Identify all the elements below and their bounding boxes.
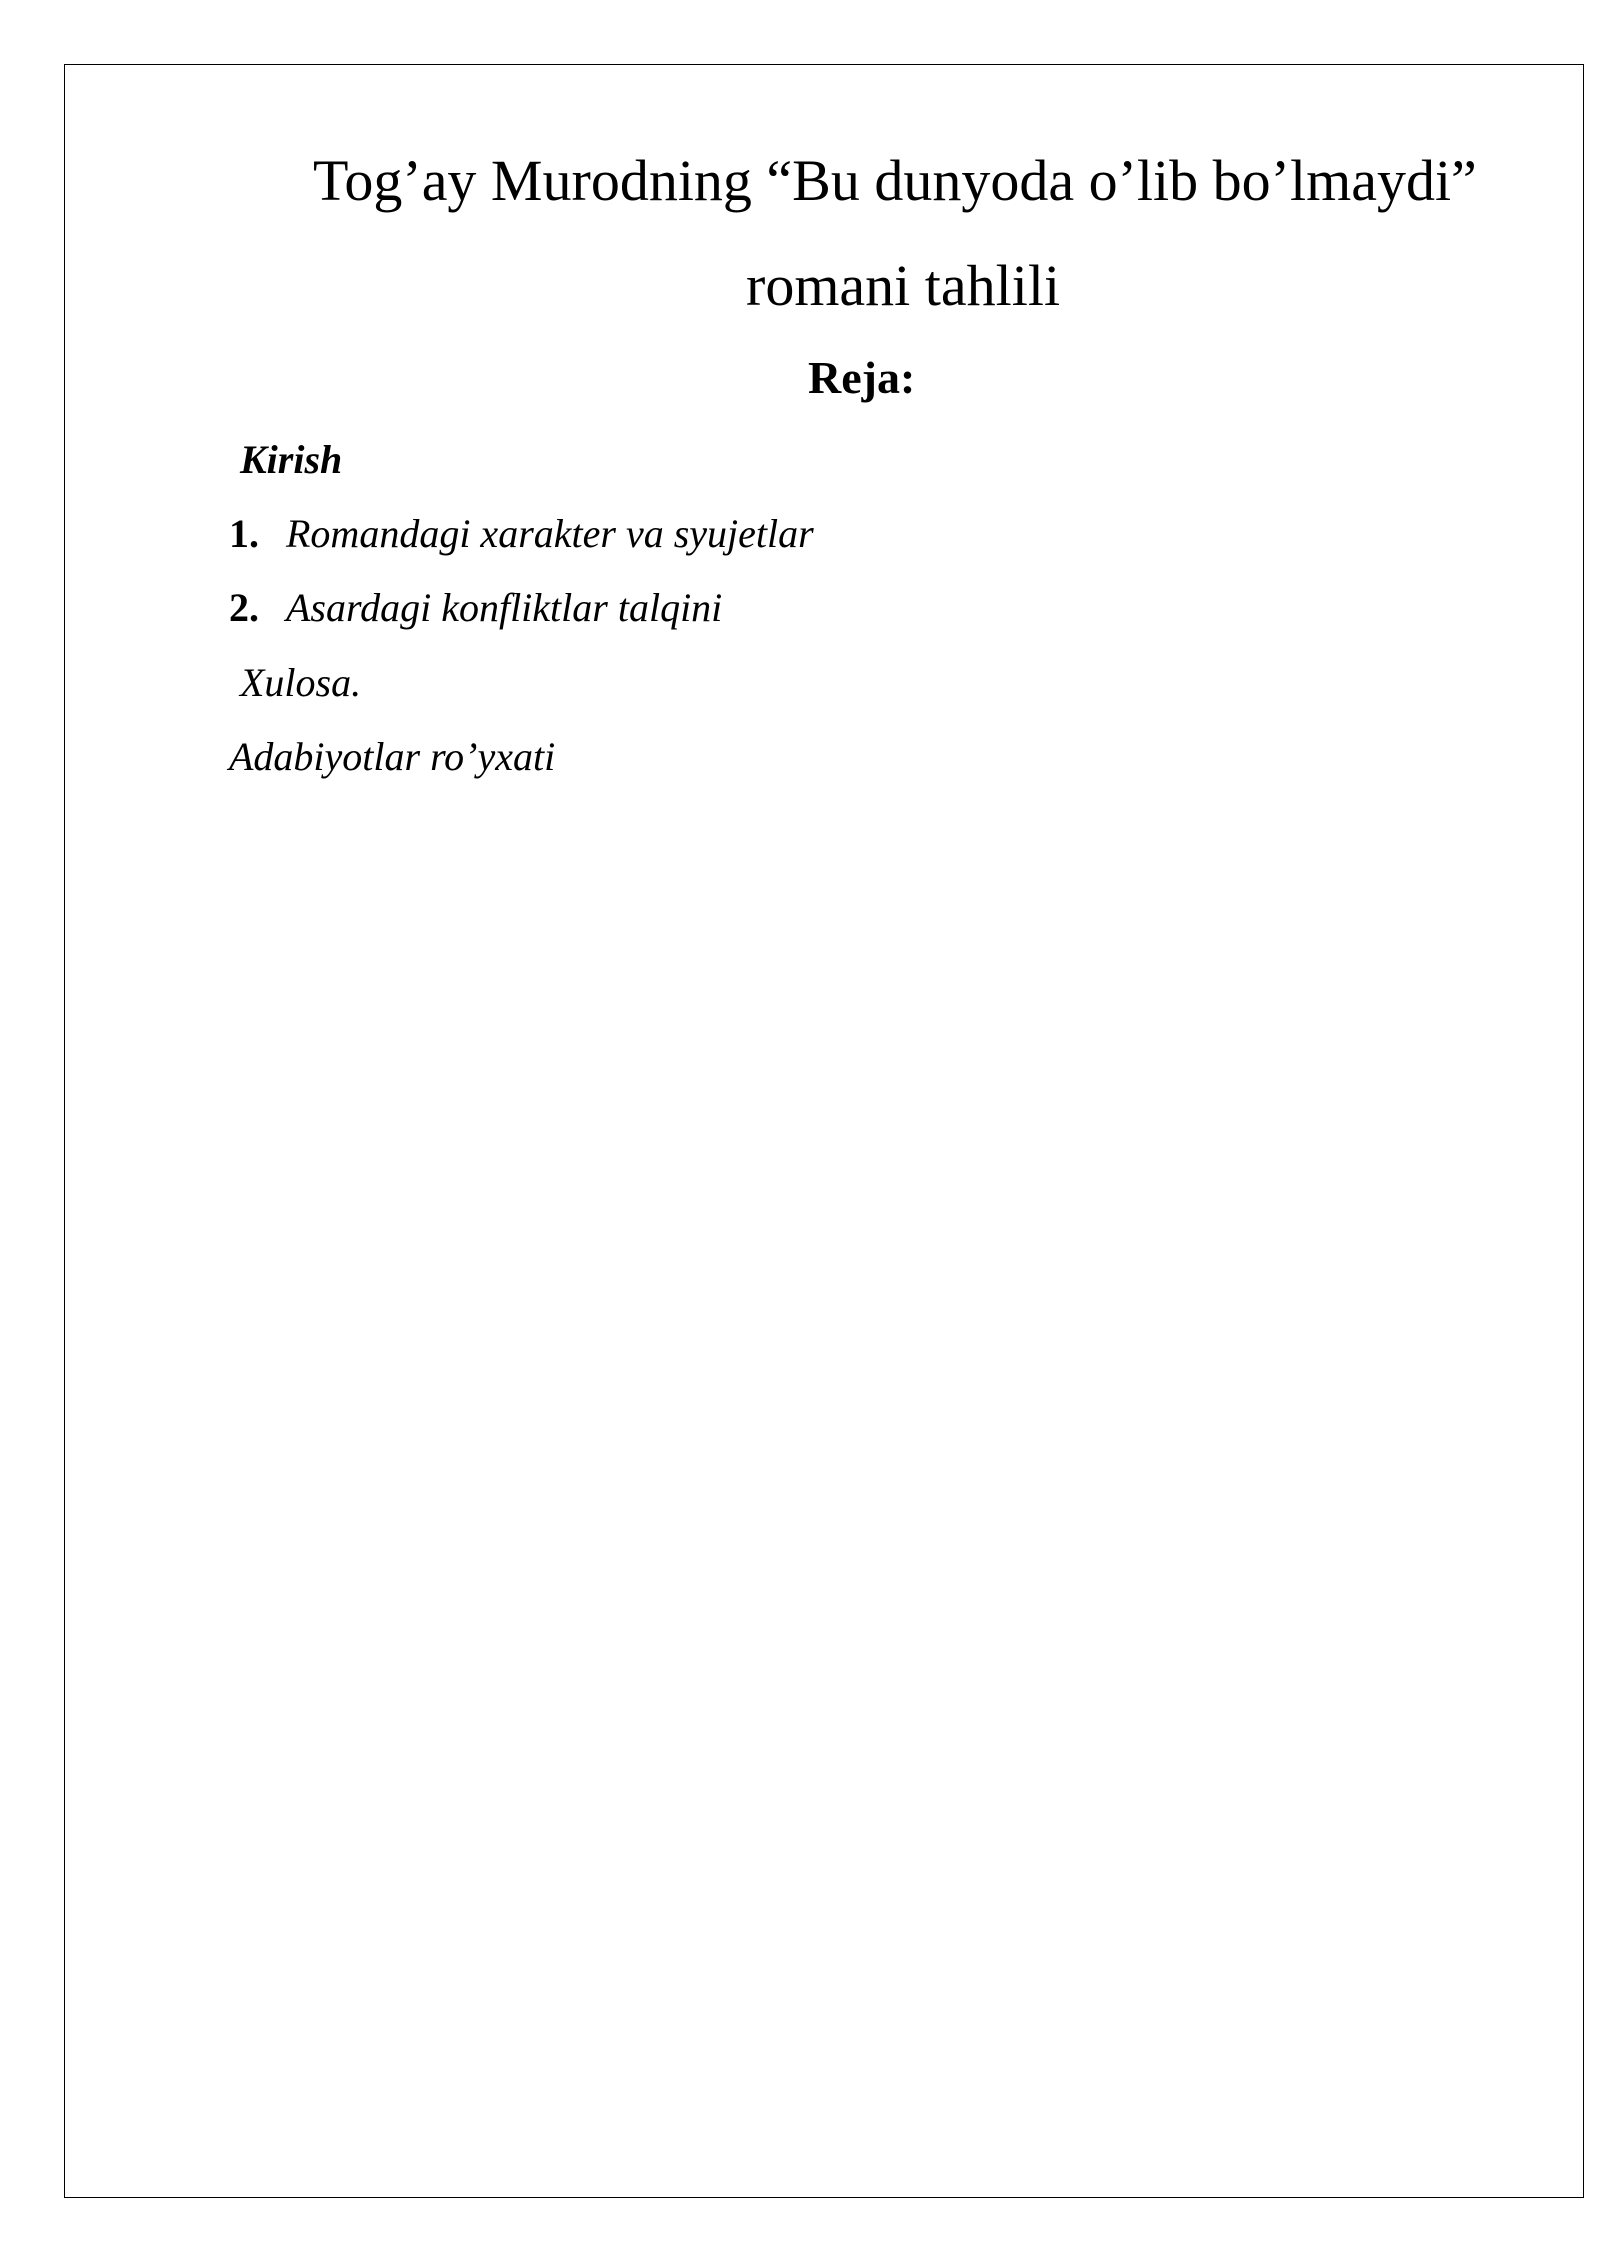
plan-item-number: 2. — [229, 585, 259, 630]
document-title-line-1: Tog’ay Murodning “Bu dunyoda o’lib bo’lmaydi” — [313, 148, 1477, 213]
plan-item-number: 1. — [229, 511, 259, 556]
plan-item-references: Adabiyotlar ro’yxati — [229, 734, 556, 779]
plan-item-text: Asardagi konfliktlar talqini — [286, 585, 723, 630]
plan-item-1 — [229, 511, 814, 556]
plan-item-intro: Kirish — [240, 437, 343, 482]
plan-heading: Reja: — [808, 352, 916, 403]
plan-item-text: Romandagi xarakter va syujetlar — [286, 511, 814, 556]
plan-item-2 — [229, 585, 723, 630]
plan-item-conclusion: Xulosa. — [240, 660, 362, 705]
document-title-line-2: romani tahlili — [746, 253, 1061, 318]
